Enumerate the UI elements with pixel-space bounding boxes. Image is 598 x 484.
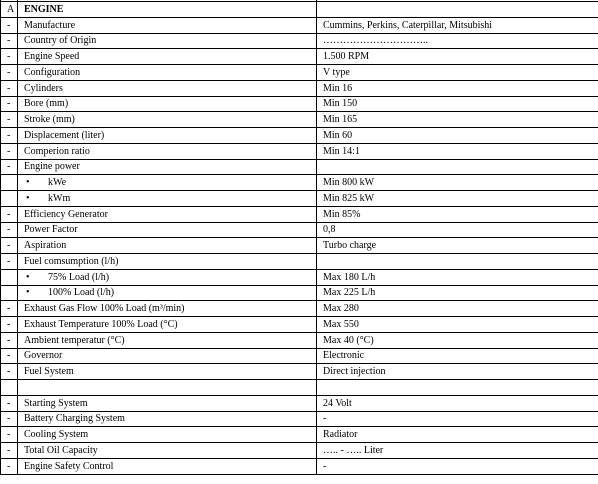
row-mark: -: [1, 33, 18, 49]
table-row: [1, 143, 598, 159]
row-label: Ambient temperatur (°C): [18, 332, 317, 348]
row-value: -: [317, 411, 598, 427]
row-mark: -: [1, 222, 18, 238]
bullet-icon: •: [26, 287, 30, 299]
table-row: [1, 317, 598, 333]
row-mark: -: [1, 49, 18, 65]
table-row: [1, 65, 598, 81]
row-value: 24 Volt: [317, 395, 598, 411]
table-row: [1, 285, 598, 301]
row-value: Min 60: [317, 128, 598, 144]
table-row: [1, 443, 598, 459]
section-mark: A: [1, 2, 18, 18]
row-label: Displacement (liter): [18, 128, 317, 144]
row-label: Cooling System: [18, 427, 317, 443]
row-label: [18, 191, 317, 207]
row-label: Fuel System: [18, 364, 317, 380]
row-mark: -: [1, 17, 18, 33]
row-value: ….. - ….. Liter: [317, 443, 598, 459]
row-label-text: 100% Load (l/h): [48, 287, 115, 299]
row-value: Min 800 kW: [317, 175, 598, 191]
row-value: [317, 254, 598, 270]
row-mark: -: [1, 65, 18, 81]
table-row: [1, 175, 598, 191]
row-mark: -: [1, 332, 18, 348]
row-value: Direct injection: [317, 364, 598, 380]
row-label: Battery Charging System: [18, 411, 317, 427]
row-mark: -: [1, 96, 18, 112]
table-row: [1, 191, 598, 207]
row-label: Configuration: [18, 65, 317, 81]
row-value: Cummins, Perkins, Caterpillar, Mitsubishi: [317, 17, 598, 33]
row-value: Max 225 L/h: [317, 285, 598, 301]
bullet-icon: •: [26, 271, 30, 283]
row-value: Turbo charge: [317, 238, 598, 254]
table-row: [1, 254, 598, 270]
table-row: [1, 458, 598, 474]
table-row: [1, 222, 598, 238]
table-row: [1, 332, 598, 348]
row-mark: -: [1, 443, 18, 459]
section-value: [317, 2, 598, 18]
table-row: [1, 269, 598, 285]
row-label: Country of Origin: [18, 33, 317, 49]
row-value: [317, 159, 598, 175]
table-row: [1, 206, 598, 222]
row-value: Radiator: [317, 427, 598, 443]
row-value: Min 16: [317, 80, 598, 96]
row-label: Power Factor: [18, 222, 317, 238]
row-value: Min 165: [317, 112, 598, 128]
row-label: Cylinders: [18, 80, 317, 96]
row-value: Electronic: [317, 348, 598, 364]
row-mark: -: [1, 128, 18, 144]
row-mark: [1, 380, 18, 396]
row-value: Max 180 L/h: [317, 269, 598, 285]
section-title: ENGINE: [18, 2, 317, 18]
row-mark: -: [1, 159, 18, 175]
row-value: Max 40 (°C): [317, 332, 598, 348]
row-mark: [1, 269, 18, 285]
row-value: 0,8: [317, 222, 598, 238]
table-row: [1, 301, 598, 317]
engine-spec-table-body: [1, 0, 598, 474]
row-label: Fuel comsumption (l/h): [18, 254, 317, 270]
row-mark: -: [1, 411, 18, 427]
row-mark: -: [1, 364, 18, 380]
row-mark: -: [1, 143, 18, 159]
row-label: [18, 380, 317, 396]
table-row: [1, 427, 598, 443]
section-header-row: [1, 2, 598, 18]
row-label: [18, 269, 317, 285]
row-label: Engine Safety Control: [18, 458, 317, 474]
row-value: [317, 380, 598, 396]
row-value: Max 550: [317, 317, 598, 333]
row-value: 1.500 RPM: [317, 49, 598, 65]
row-value: Min 85%: [317, 206, 598, 222]
bullet-icon: •: [26, 192, 30, 204]
bullet-icon: •: [26, 177, 30, 189]
row-value: Min 150: [317, 96, 598, 112]
row-label: Stroke (mm): [18, 112, 317, 128]
spacer-row: [1, 380, 598, 396]
row-label: Efficiency Generator: [18, 206, 317, 222]
row-value: -: [317, 458, 598, 474]
row-mark: -: [1, 427, 18, 443]
row-label: Aspiration: [18, 238, 317, 254]
row-mark: -: [1, 317, 18, 333]
row-mark: -: [1, 301, 18, 317]
table-row: [1, 411, 598, 427]
row-mark: -: [1, 348, 18, 364]
row-mark: -: [1, 238, 18, 254]
row-label: [18, 175, 317, 191]
row-value: Min 14:1: [317, 143, 598, 159]
row-mark: [1, 175, 18, 191]
row-mark: -: [1, 458, 18, 474]
row-mark: -: [1, 80, 18, 96]
row-label: [18, 285, 317, 301]
row-mark: [1, 285, 18, 301]
row-value: …………………………..: [317, 33, 598, 49]
row-label: Manufacture: [18, 17, 317, 33]
row-label: Exhaust Gas Flow 100% Load (m³/min): [18, 301, 317, 317]
row-value: V type: [317, 65, 598, 81]
table-row: [1, 348, 598, 364]
table-row: [1, 159, 598, 175]
row-mark: -: [1, 254, 18, 270]
table-row: [1, 128, 598, 144]
table-row: [1, 238, 598, 254]
row-label: Governor: [18, 348, 317, 364]
table-row: [1, 96, 598, 112]
table-row: [1, 49, 598, 65]
row-label: Starting System: [18, 395, 317, 411]
row-value: Min 825 kW: [317, 191, 598, 207]
table-row: [1, 395, 598, 411]
row-label-text: kWm: [48, 192, 71, 204]
row-label: Bore (mm): [18, 96, 317, 112]
table-row: [1, 364, 598, 380]
table-row: [1, 112, 598, 128]
row-mark: -: [1, 112, 18, 128]
table-row: [1, 80, 598, 96]
table-row: [1, 17, 598, 33]
row-value: Max 280: [317, 301, 598, 317]
row-label: Exhaust Temperature 100% Load (°C): [18, 317, 317, 333]
row-mark: -: [1, 206, 18, 222]
row-label: Total Oil Capacity: [18, 443, 317, 459]
table-row: [1, 33, 598, 49]
row-label: Engine power: [18, 159, 317, 175]
row-mark: [1, 191, 18, 207]
row-label-text: 75% Load (l/h): [48, 271, 110, 283]
row-label-text: kWe: [48, 177, 67, 189]
row-mark: -: [1, 395, 18, 411]
row-label: Comperion ratio: [18, 143, 317, 159]
row-label: Engine Speed: [18, 49, 317, 65]
